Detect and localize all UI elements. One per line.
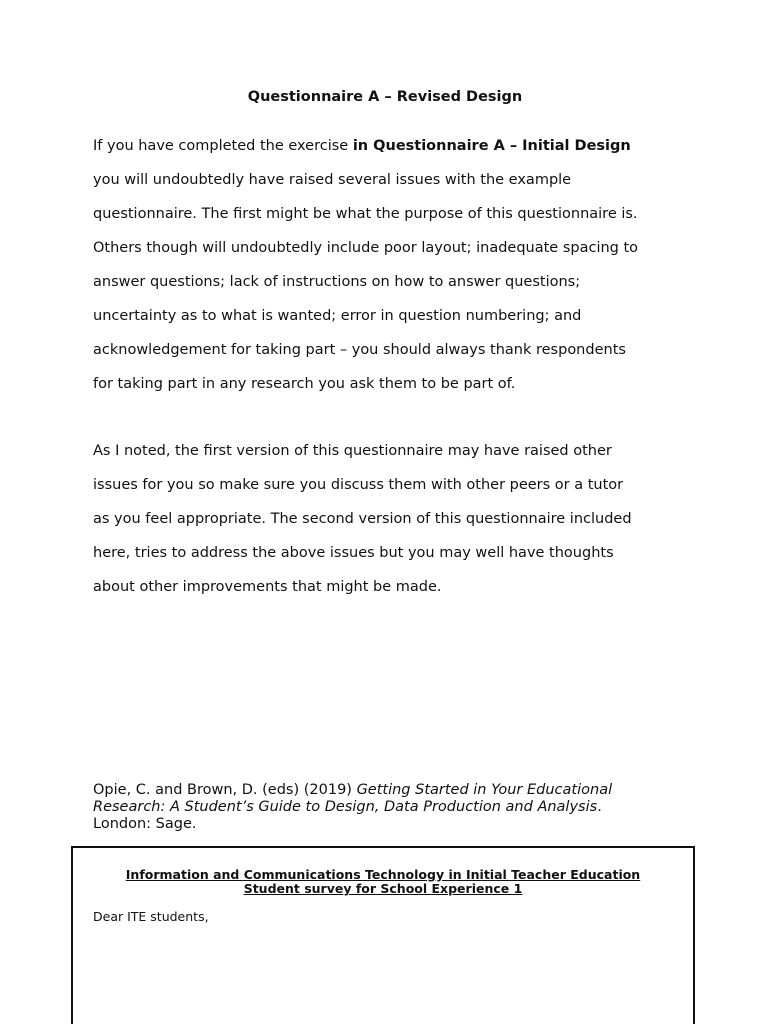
paragraph-line: acknowledgement for taking part – you should always thank respondents bbox=[93, 342, 626, 358]
paragraph-line: As I noted, the first version of this questionnaire may have raised other bbox=[93, 443, 612, 459]
paragraph-line: as you feel appropriate. The second version of this questionnaire included bbox=[93, 511, 632, 527]
paragraph-text: If you have completed the exercise bbox=[93, 138, 353, 154]
paragraph-line: about other improvements that might be made. bbox=[93, 579, 442, 595]
paragraph-line: Others though will undoubtedly include poor layout; inadequate spacing to bbox=[93, 240, 639, 256]
paragraph-line: for taking part in any research you ask them to be part of. bbox=[93, 376, 516, 392]
survey-greeting: Dear ITE students, bbox=[93, 909, 209, 924]
paragraph-line: you will undoubtedly have raised several issues with the example bbox=[93, 172, 572, 188]
survey-subtitle-line: Student survey for School Experience 1 bbox=[243, 881, 523, 896]
reference-publisher: London: Sage. bbox=[93, 816, 197, 832]
second-paragraph bbox=[93, 434, 693, 604]
reference-citation bbox=[93, 782, 693, 833]
paragraph-line: answer questions; lack of instructions on how to answer questions; bbox=[93, 274, 581, 290]
reference-punctuation: . bbox=[597, 799, 602, 815]
questionnaire-reference: in Questionnaire A – Initial Design bbox=[352, 138, 631, 154]
page-title: Questionnaire A – Revised Design bbox=[247, 89, 523, 105]
paragraph-line bbox=[93, 129, 693, 163]
reference-book-title: Getting Started in Your Educational bbox=[356, 782, 613, 798]
paragraph-line: here, tries to address the above issues but you may well have thoughts bbox=[93, 545, 614, 561]
survey-title-line: Information and Communications Technology in Initial Teacher Education bbox=[125, 867, 641, 882]
paragraph-line: uncertainty as to what is wanted; error in question numbering; and bbox=[93, 308, 582, 324]
survey-box bbox=[71, 846, 695, 1024]
paragraph-line: issues for you so make sure you discuss them with other peers or a tutor bbox=[93, 477, 624, 493]
survey-title bbox=[73, 868, 693, 896]
reference-book-title: Research: A Student’s Guide to Design, Data Production and Analysis bbox=[93, 799, 598, 815]
intro-paragraph bbox=[93, 129, 693, 401]
reference-authors: Opie, C. and Brown, D. (eds) (2019) bbox=[93, 782, 357, 798]
paragraph-line: questionnaire. The first might be what the purpose of this questionnaire is. bbox=[93, 206, 638, 222]
